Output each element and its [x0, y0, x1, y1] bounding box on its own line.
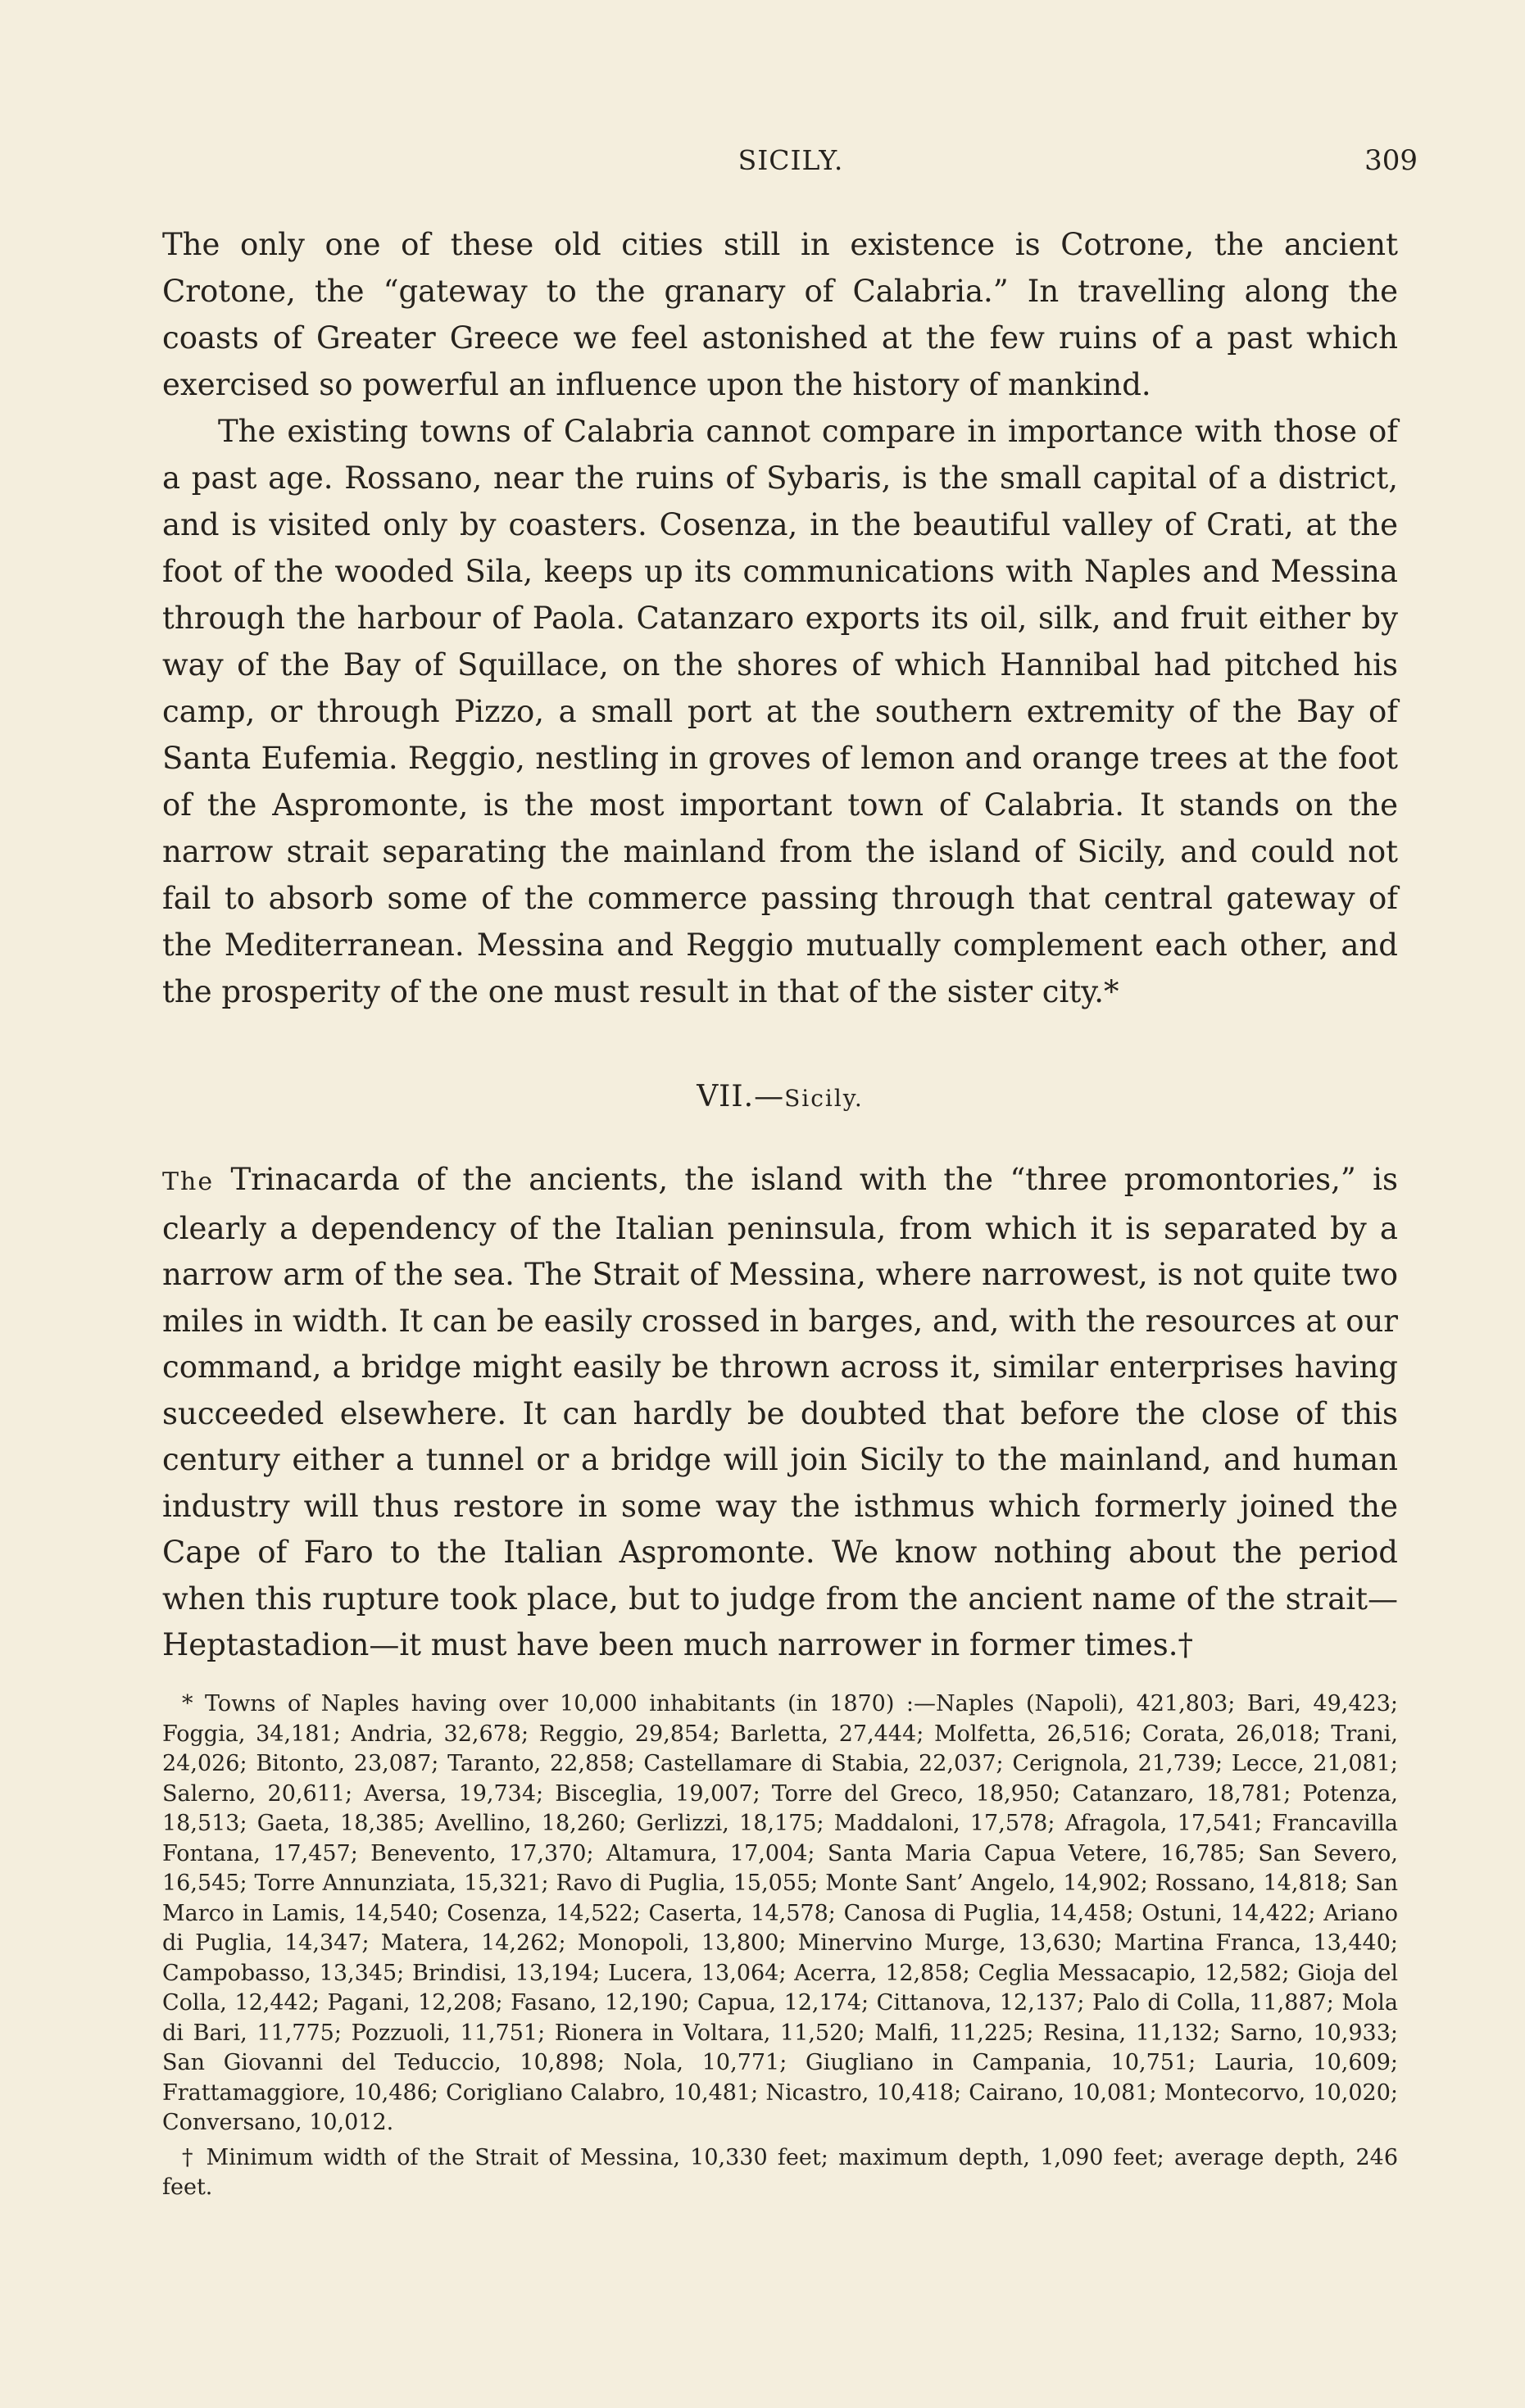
running-head	[0, 144, 1525, 185]
lead-word: The	[162, 1168, 215, 1196]
footnote-strait: † Minimum width of the Strait of Messina, 10,330 feet; maximum depth, 1,090 feet; average depth, 246 feet.	[162, 2144, 1398, 2200]
paragraph: The existing towns of Calabria cannot compare in importance with those of a past age. Rossano, near the ruins of Sybaris, is the small capital of a district, and is visited only by coasters. Cosenza, in the beautiful valley of Crati, at the foot of the wooded Sila, keeps up its communications with Naples and Messina through the harbour of Paola. Catanzaro exports its oil, silk, and fruit either by way of the Bay of Squillace, on the shores of which Hannibal had pitched his camp, or through Pizzo, a small port at the southern extremity of the Bay of Santa Eufemia. Reggio, nestling in groves of lemon and orange trees at the foot of the Aspromonte, is the most important town of Calabria. It stands on the narrow strait separating the mainland from the island of Sicily, and could not fail to absorb some of the commerce passing through that central gateway of the Mediterranean. Messina and Reggio mutually complement each other, and the prosperity of the one must result in that of the sister city.*	[162, 414, 1398, 1009]
page-number: 309	[1364, 144, 1418, 177]
section-title: Sicily.	[784, 1085, 864, 1112]
section-number: VII.—	[697, 1080, 785, 1113]
section-heading	[162, 1080, 1398, 1113]
body-text	[162, 221, 1398, 1015]
footnote-towns: * Towns of Naples having over 10,000 inhabitants (in 1870) :—Naples (Napoli), 421,803; Bari, 49,423; Foggia, 34,181; Andria, 32,678; Reggio, 29,854; Barletta, 27,444; Molfetta, 26,516; Corata, 26,018; Trani, 24,026; Bitonto, 23,087; Taranto, 22,858; Castellamare di Stabia, 22,037; Cerignola, 21,739; Lecce, 21,081; Salerno, 20,611; Aversa, 19,734; Bisceglia, 19,007; Torre del Greco, 18,950; Catanzaro, 18,781; Potenza, 18,513; Gaeta, 18,385; Avellino, 18,260; Gerlizzi, 18,175; Maddaloni, 17,578; Afragola, 17,541; Francavilla Fontana, 17,457; Benevento, 17,370; Altamura, 17,004; Santa Maria Capua Vetere, 16,785; San Severo, 16,545; Torre Annunziata, 15,321; Ravo di Puglia, 15,055; Monte Sant’ Angelo, 14,902; Rossano, 14,818; San Marco in Lamis, 14,540; Cosenza, 14,522; Caserta, 14,578; Canosa di Puglia, 14,458; Ostuni, 14,422; Ariano di Puglia, 14,347; Matera, 14,262; Monopoli, 13,800; Minervino Murge, 13,630; Martina Franca, 13,440; Campobasso, 13,345; Brindisi, 13,194; Lucera, 13,064; Acerra, 12,858; Ceglia Messacapio, 12,582; Gioja del Colla, 12,442; Pagani, 12,208; Fasano, 12,190; Capua, 12,174; Cittanova, 12,137; Palo di Colla, 11,887; Mola di Bari, 11,775; Pozzuoli, 11,751; Rionera in Voltara, 11,520; Malfi, 11,225; Resina, 11,132; Sarno, 10,933; San Giovanni del Teduccio, 10,898; Nola, 10,771; Giugliano in Campania, 10,751; Lauria, 10,609; Frattamaggiore, 10,486; Corigliano Calabro, 10,481; Nicastro, 10,418; Cairano, 10,081; Montecorvo, 10,020; Conversano, 10,012.	[162, 1691, 1398, 2135]
section-text	[162, 1157, 1398, 1669]
running-title: SICILY.	[738, 144, 844, 176]
footnotes	[162, 1689, 1398, 2203]
paragraph: The only one of these old cities still in existence is Cotrone, the ancient Crotone, the “gateway to the granary of Calabria.” In travelling along the coasts of Greater Greece we feel astonished at the few ruins of a past which exercised so powerful an influence upon the history of mankind.	[162, 227, 1398, 402]
section-paragraph	[162, 1157, 1398, 1669]
section-paragraph-text: Trinacarda of the ancients, the island with the “three promontories,” is clearly a dependency of the Italian peninsula, from which it is separated by a narrow arm of the sea. The Strait of Messina, where narrowest, is not quite two miles in width. It can be easily crossed in barges, and, with the resources at our command, a bridge might easily be thrown across it, similar enterprises having succeeded elsewhere. It can hardly be doubted that before the close of this century either a tunnel or a bridge will join Sicily to the mainland, and human industry will thus restore in some way the isthmus which formerly joined the Cape of Faro to the Italian Aspromonte. We know nothing about the period when this rupture took place, but to judge from the ancient name of the strait—Heptastadion—it must have been much narrower in former times.†	[162, 1162, 1398, 1662]
